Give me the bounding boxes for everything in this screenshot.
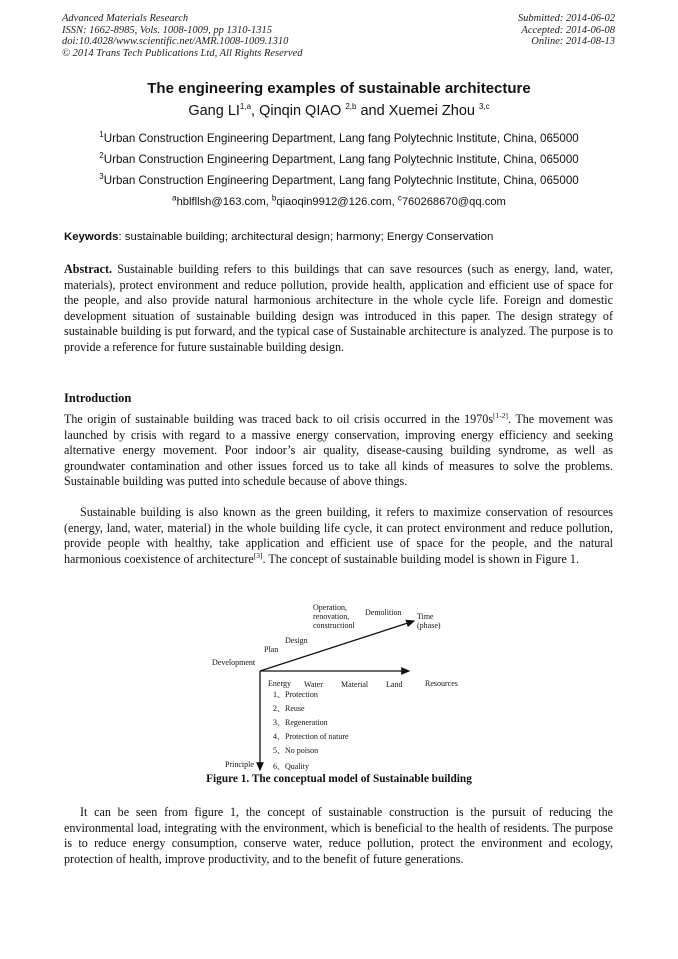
abstract-label: Abstract. [64,262,113,276]
citation-ref: [3] [253,550,263,560]
author-name: Xuemei Zhou [388,103,475,119]
plan-label: Plan [264,645,279,654]
journal-header-right [518,13,615,48]
energy-label: Energy [268,679,291,688]
affiliation-3 [0,174,678,187]
email-sup: a [172,193,177,203]
author-list [0,103,678,119]
material-label: Material [341,680,369,689]
email-separator: , [265,196,272,208]
affiliation-text: Urban Construction Engineering Department, Lang fang Polytechnic Institute, China, 065000 [103,132,579,145]
principle-item: 1、Protection [273,690,318,699]
introduction-paragraph-2 [64,505,613,567]
figure-1-caption: Figure 1. The conceptual model of Sustainable building [206,773,472,785]
email-sup: b [271,193,277,203]
keywords-label: Keywords [64,231,119,243]
introduction-heading: Introduction [64,391,132,405]
journal-issn: ISSN: 1662-8985, Vols. 1008-1009, pp 1310-1315 [62,24,272,36]
affiliation-sup: 2 [99,151,104,161]
author-name: Gang LI [188,103,240,119]
author-sup: 1,a [239,102,252,112]
submitted-date: Submitted: 2014-06-02 [517,13,615,24]
affiliation-text: Urban Construction Engineering Department, Lang fang Polytechnic Institute, China, 065000 [103,174,579,187]
email-separator: , [391,196,398,208]
email-address[interactable]: hblfllsh@163.com [176,196,266,208]
demolition-label: Demolition [365,608,402,617]
operation-label: Operation, renovation, constructionl [313,603,355,630]
design-label: Design [285,636,308,645]
affiliation-text: Urban Construction Engineering Department, Lang fang Polytechnic Institute, China, 065000 [103,153,579,166]
journal-name: Advanced Materials Research [62,13,189,24]
affiliation-sup: 3 [99,172,104,182]
journal-copyright: © 2014 Trans Tech Publications Ltd, All Rights Reserved [62,47,303,59]
closing-text: It can be seen from figure 1, the concept of sustainable construction is the pursuit of reducing the environmental load, integrating with the environment, which is beneficial to the health of residents. The purpose is to reduce energy consumption, conserve water, reduce pollution, protect the environment and ecology, protection of health, improve productivity, and to the benefit of future generations. [64,805,613,866]
author-sup: 2,b [345,102,357,112]
author-separator: , [251,103,260,119]
journal-header-left [62,13,302,59]
intro-p1-text-cont: . The movement was launched by crisis with regard to a massive energy conservation, improving energy efficiency and seeking alternative energy movement. Poor indoor’s air quality, disease-causing building syndrome, as well as groundwater contamination and other issues forced us to take all kinds of measures to solve the problems. Sustainable building was putted into schedule because of above things. [64,412,613,489]
author-separator: and [356,103,389,119]
principle-label: Principle [225,760,254,769]
principle-item: 4、Protection of nature [273,732,349,741]
principle-item: 6、Quality [273,762,309,771]
email-sup: c [397,193,402,203]
email-list [0,193,678,208]
online-date: Online: 2014-08-13 [531,36,615,48]
principle-item: 2、Reuse [273,704,305,713]
accepted-date: Accepted: 2014-06-08 [521,24,615,36]
intro-p1-text: The origin of sustainable building was traced back to oil crisis occurred in the 1970s [64,412,494,426]
email-address[interactable]: qiaoqin9912@126.com [276,196,392,208]
abstract-paragraph [64,262,613,356]
author-sup: 3,c [479,102,490,112]
principle-item: 5、No poison [273,746,319,755]
intro-p2-text: Sustainable building is also known as the green building, it refers to maximize conservation of resources (energy, land, water, material) in the whole building life cycle, it can protect environment and reduce pollution, provide people with healthy, take application and efficient use of space for the people, and the natural harmonious coexistence of architecture [64,505,613,566]
email-address[interactable]: 760268670@qq.com [401,196,506,208]
land-label: Land [386,680,403,689]
resources-label: Resources [425,679,458,688]
intro-p2-text-cont: . The concept of sustainable building model is shown in Figure 1. [262,551,580,566]
affiliation-1 [0,132,678,145]
keywords-text: : sustainable building; architectural design; harmony; Energy Conservation [118,231,494,243]
closing-paragraph [64,805,613,867]
keywords-line [64,231,616,243]
introduction-paragraph-1 [64,412,613,490]
author-name: Qinqin QIAO [259,103,342,119]
figure-1-diagram [200,598,490,776]
paper-title: The engineering examples of sustainable architecture [147,80,531,97]
abstract-text: Sustainable building refers to this buildings that can save resources (such as energy, land, water, materials), protect environment and reduce pollution, provide health, application and efficient use of space for the people, and also provide natural harmonious architecture in the whole cycle life. Foreign and domestic development situation of sustainable building design was introduced in this paper. The design strategy of sustainable building is put forward, and the typical case of Sustainable architecture is analyzed. The purpose is to provide a reference for future sustainable building design. [64,262,613,354]
journal-doi: doi:10.4028/www.scientific.net/AMR.1008-1009.1310 [62,36,289,48]
water-label: Water [304,680,323,689]
time-label: Time (phase) [417,612,441,630]
citation-ref: [1-2] [493,410,509,420]
principle-item: 3、Regeneration [273,718,328,727]
development-label: Development [212,658,256,667]
affiliation-sup: 1 [99,130,104,140]
affiliation-2 [0,153,678,166]
